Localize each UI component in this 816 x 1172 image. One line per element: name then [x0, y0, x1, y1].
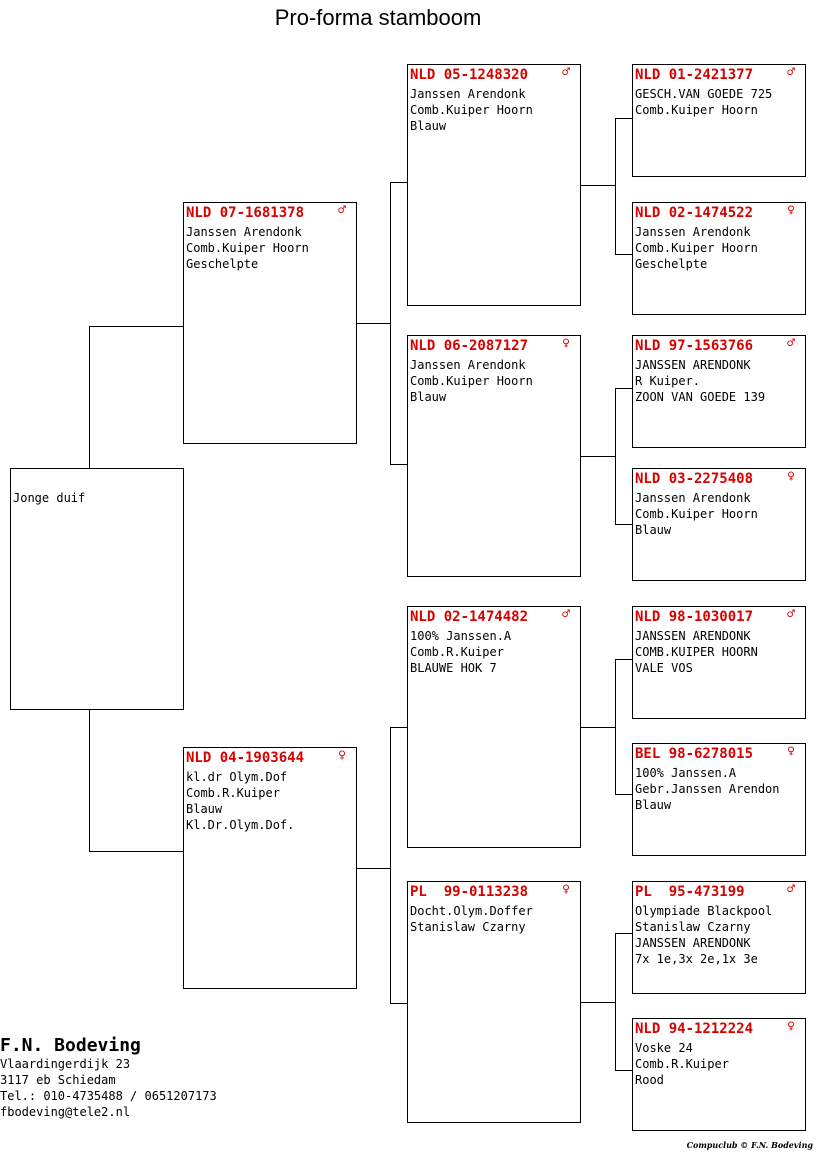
ring-number: NLD 02-1474482	[410, 609, 529, 625]
male-icon: ♂	[562, 65, 570, 80]
connector	[615, 659, 616, 794]
pigeon-card-fmm[interactable]	[632, 468, 806, 581]
male-icon: ♂	[787, 607, 795, 622]
pigeon-card-ffm[interactable]	[632, 202, 806, 315]
connector	[580, 185, 615, 186]
owner-city: 3117 eb Schiedam	[0, 1073, 116, 1087]
pigeon-card-grandsire-dam[interactable]	[407, 606, 581, 848]
ring-number: NLD 01-2421377	[635, 67, 754, 83]
connector	[390, 727, 407, 728]
connector	[390, 1003, 407, 1004]
pigeon-details: 100% Janssen.A Gebr.Janssen Arendon Blauw	[635, 766, 780, 812]
connector	[580, 1002, 615, 1003]
pigeon-card-granddam-dam[interactable]	[407, 881, 581, 1123]
pigeon-details: Janssen Arendonk Comb.Kuiper Hoorn Geschelpte	[186, 225, 309, 271]
connector	[356, 868, 390, 869]
owner-phone: Tel.: 010-4735488 / 0651207173	[0, 1089, 217, 1103]
connector	[390, 182, 391, 464]
connector	[89, 709, 90, 851]
connector	[615, 524, 632, 525]
connector	[615, 388, 616, 524]
pigeon-card-root[interactable]	[10, 468, 184, 710]
male-icon: ♂	[787, 336, 795, 351]
ring-number: BEL 98-6278015	[635, 746, 754, 762]
pigeon-details: 100% Janssen.A Comb.R.Kuiper BLAUWE HOK 7	[410, 629, 512, 675]
pigeon-details: JANSSEN ARENDONK R Kuiper. ZOON VAN GOEDE 139	[635, 358, 766, 404]
connector	[580, 727, 615, 728]
connector	[390, 464, 407, 465]
ring-number: NLD 02-1474522	[635, 205, 754, 221]
pigeon-details: JANSSEN ARENDONK COMB.KUIPER HOORN VALE VOS	[635, 629, 758, 675]
pigeon-details: GESCH.VAN GOEDE 725 Comb.Kuiper Hoorn	[635, 87, 773, 117]
male-icon: ♂	[787, 65, 795, 80]
owner-block	[0, 1036, 217, 1120]
connector	[615, 794, 632, 795]
ring-number: PL 99-0113238	[410, 884, 529, 900]
male-icon: ♂	[562, 607, 570, 622]
pigeon-card-granddam-sire[interactable]	[407, 335, 581, 577]
pigeon-card-grandsire-sire[interactable]	[407, 64, 581, 306]
pigeon-details: Janssen Arendonk Comb.Kuiper Hoorn Blauw	[410, 358, 533, 404]
connector	[89, 326, 183, 327]
pigeon-card-mff[interactable]	[632, 606, 806, 719]
ring-number: NLD 04-1903644	[186, 750, 305, 766]
connector	[615, 1070, 632, 1071]
connector	[356, 323, 390, 324]
connector	[615, 933, 632, 934]
root-label: Jonge duif	[13, 491, 86, 505]
connector	[89, 326, 90, 468]
pigeon-details: Janssen Arendonk Comb.Kuiper Hoorn Blauw	[635, 491, 758, 537]
female-icon: ♀	[562, 882, 570, 897]
owner-address: Vlaardingerdijk 23	[0, 1057, 131, 1071]
female-icon: ♀	[787, 469, 795, 484]
male-icon: ♂	[338, 203, 346, 218]
female-icon: ♀	[787, 1019, 795, 1034]
connector	[615, 118, 632, 119]
ring-number: NLD 06-2087127	[410, 338, 529, 354]
pigeon-details: Janssen Arendonk Comb.Kuiper Hoorn Blauw	[410, 87, 533, 133]
female-icon: ♀	[787, 744, 795, 759]
pigeon-card-mfm[interactable]	[632, 743, 806, 856]
connector	[390, 727, 391, 1003]
pigeon-details: Olympiade Blackpool Stanislaw Czarny JANSSEN ARENDONK 7x 1e,3x 2e,1x 3e	[635, 904, 773, 966]
connector	[390, 182, 407, 183]
pigeon-card-dam[interactable]	[183, 747, 357, 989]
pigeon-card-mmm[interactable]	[632, 1018, 806, 1131]
female-icon: ♀	[562, 336, 570, 351]
pigeon-card-fff[interactable]	[632, 64, 806, 177]
pigeon-details: Voske 24 Comb.R.Kuiper Rood	[635, 1041, 729, 1087]
connector	[615, 933, 616, 1070]
ring-number: PL 95-473199	[635, 884, 745, 900]
connector	[580, 456, 615, 457]
connector	[615, 254, 632, 255]
pigeon-card-fmf[interactable]	[632, 335, 806, 448]
pigeon-card-sire[interactable]	[183, 202, 357, 444]
owner-name: F.N. Bodeving	[0, 1035, 141, 1056]
female-icon: ♀	[787, 203, 795, 218]
page-title: Pro-forma stamboom	[274, 5, 482, 30]
connector	[615, 118, 616, 254]
ring-number: NLD 97-1563766	[635, 338, 754, 354]
footer-credit: Compuclub © F.N. Bodeving	[686, 1140, 813, 1150]
male-icon: ♂	[787, 882, 795, 897]
ring-number: NLD 05-1248320	[410, 67, 529, 83]
connector	[615, 388, 632, 389]
ring-number: NLD 07-1681378	[186, 205, 305, 221]
connector	[615, 659, 632, 660]
pigeon-details: Docht.Olym.Doffer Stanislaw Czarny	[410, 904, 533, 934]
female-icon: ♀	[338, 748, 346, 763]
pigeon-details: Janssen Arendonk Comb.Kuiper Hoorn Geschelpte	[635, 225, 758, 271]
ring-number: NLD 98-1030017	[635, 609, 754, 625]
ring-number: NLD 94-1212224	[635, 1021, 754, 1037]
owner-email[interactable]: fbodeving@tele2.nl	[0, 1105, 131, 1119]
pigeon-details: kl.dr Olym.Dof Comb.R.Kuiper Blauw Kl.Dr.Olym.Dof.	[186, 770, 295, 832]
pigeon-card-mmf[interactable]	[632, 881, 806, 994]
ring-number: NLD 03-2275408	[635, 471, 754, 487]
connector	[89, 851, 183, 852]
